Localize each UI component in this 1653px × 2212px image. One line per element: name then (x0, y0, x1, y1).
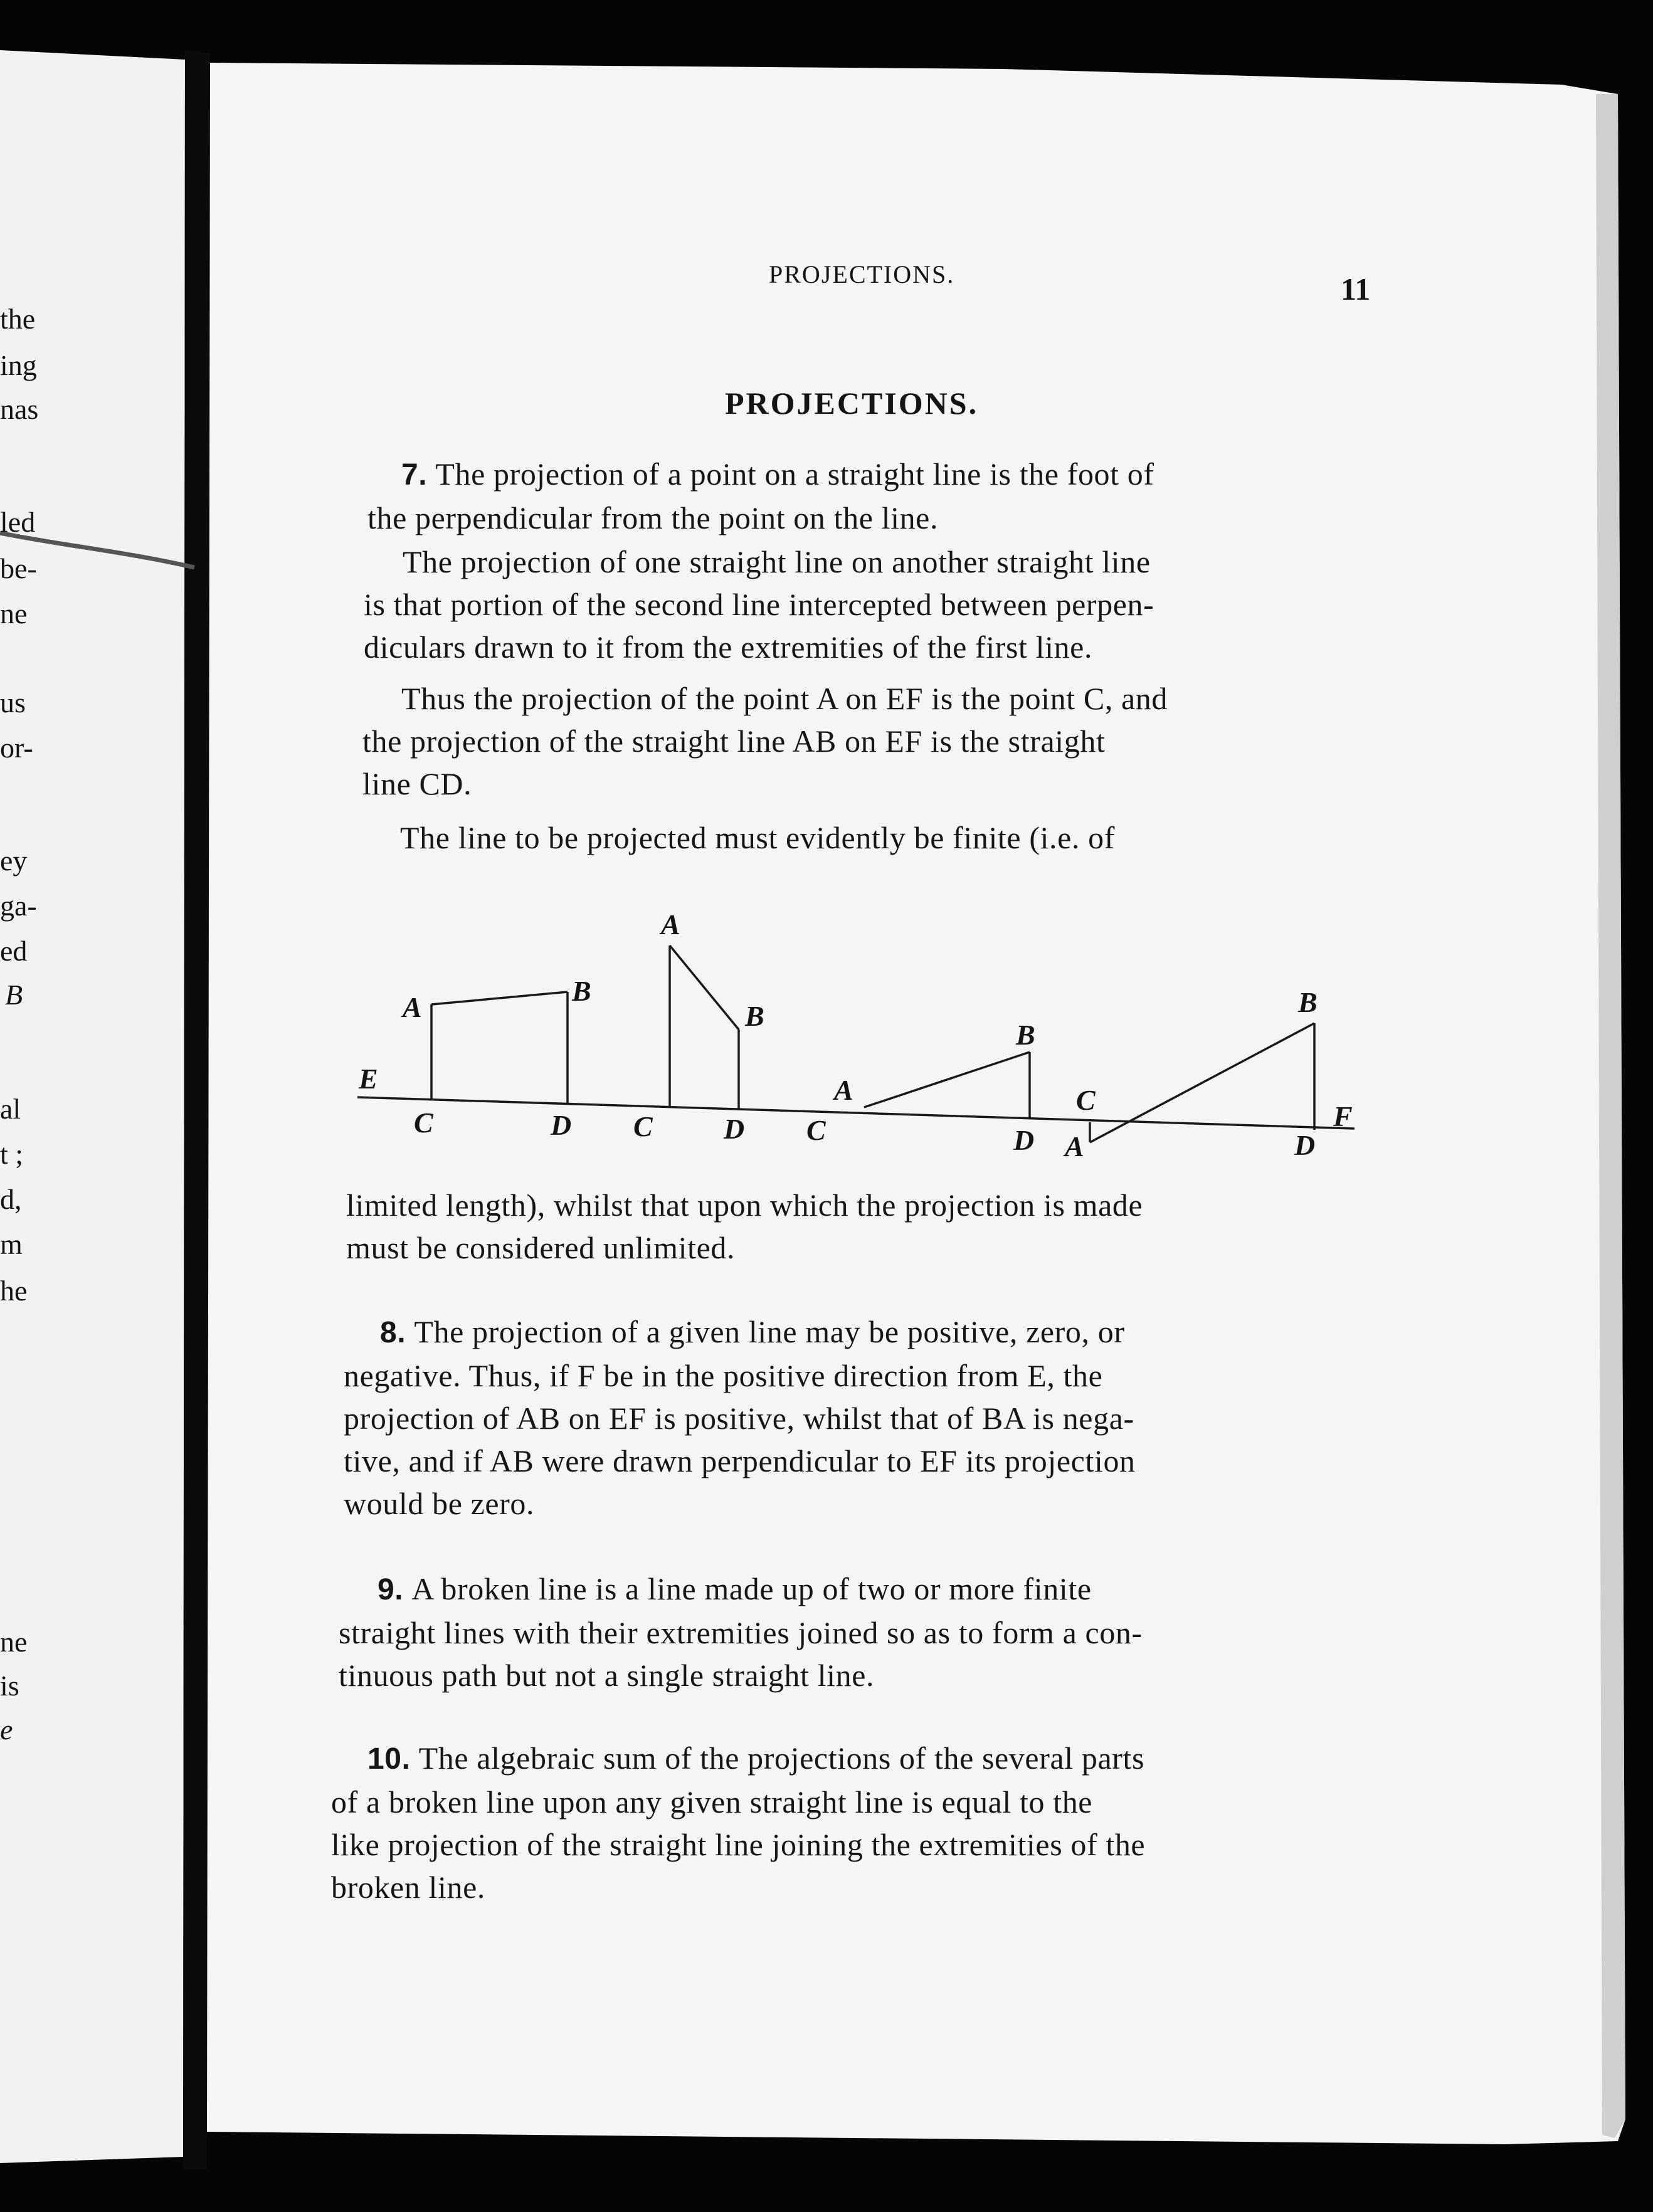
paragraph-line: the perpendicular from the point on the line. (367, 500, 939, 535)
paragraph-line: would be zero. (344, 1486, 535, 1521)
paragraph-7-definition (364, 540, 1154, 668)
left-fragment: e (0, 1714, 13, 1746)
left-fragment: led (0, 506, 36, 538)
left-fragment: ga- (0, 890, 37, 922)
projection-figure (351, 897, 1380, 1172)
left-fragment: al (0, 1093, 21, 1125)
paragraph-line: projection of AB on EF is positive, whilst that of BA is nega- (344, 1401, 1134, 1436)
paragraph-7-continued (346, 1184, 1143, 1269)
left-fragment: ing (0, 349, 37, 381)
left-fragment: be- (0, 552, 37, 584)
left-fragment: us (0, 687, 26, 719)
running-head: PROJECTIONS. (769, 260, 955, 288)
paragraph-line: must be considered unlimited. (346, 1230, 736, 1265)
label-a: A (403, 991, 422, 1023)
paragraph-8 (344, 1310, 1136, 1525)
left-fragment: d, (0, 1183, 22, 1215)
paragraph-10 (331, 1737, 1145, 1909)
left-fragment: ey (0, 845, 28, 877)
segment-ab-1 (431, 992, 568, 1004)
paragraph-line: line CD. (362, 766, 472, 801)
label-b: B (745, 1000, 764, 1032)
section-title: PROJECTIONS. (725, 386, 979, 421)
paragraph-number: 10. (367, 1742, 411, 1776)
segment-ab-2 (670, 945, 739, 1030)
paragraph-line: Thus the projection of the point A on EF is the point C, and (401, 681, 1168, 716)
paragraph-line: is that portion of the second line intercepted between perpen- (364, 587, 1154, 622)
label-c: C (414, 1107, 433, 1139)
left-fragment: nas (0, 393, 39, 425)
left-fragment: ed (0, 935, 28, 967)
label-d: D (1013, 1124, 1035, 1156)
label-f: F (1333, 1100, 1353, 1132)
left-fragment: B (5, 979, 23, 1011)
label-e: E (359, 1063, 378, 1095)
paragraph-line: like projection of the straight line joining the extremities of the (331, 1827, 1146, 1862)
label-a: A (1065, 1130, 1084, 1162)
paragraph-line: broken line. (331, 1870, 486, 1905)
label-b: B (572, 975, 591, 1007)
label-b: B (1298, 986, 1318, 1018)
label-c: C (806, 1114, 826, 1146)
left-fragment: the (0, 303, 36, 335)
paragraph-line: 8. The projection of a given line may be positive, zero, or (380, 1314, 1125, 1349)
paragraph-line: The line to be projected must evidently be finite (i.e. of (400, 820, 1115, 855)
paragraph-line: 7. The projection of a point on a straight line is the foot of (401, 456, 1154, 492)
label-d: D (551, 1109, 572, 1141)
paragraph-line: diculars drawn to it from the extremities of the first line. (364, 629, 1093, 665)
paragraph-number: 8. (380, 1316, 406, 1349)
paragraph-number: 9. (378, 1573, 404, 1606)
paragraph-line: straight lines with their extremities joined so as to form a con- (339, 1615, 1143, 1650)
paragraph-line: negative. Thus, if F be in the positive direction from E, the (344, 1358, 1103, 1393)
left-fragment: or- (0, 732, 33, 764)
paragraph-7-example (362, 677, 1168, 805)
label-d: D (1294, 1129, 1316, 1161)
label-c: C (633, 1110, 653, 1142)
left-fragment: he (0, 1275, 28, 1307)
left-fragment: t ; (0, 1138, 24, 1170)
label-d: D (724, 1113, 745, 1145)
paragraph-line: 10. The algebraic sum of the projections of the several parts (367, 1741, 1145, 1776)
paragraph-7-finite (362, 816, 1115, 859)
label-c: C (1076, 1084, 1096, 1116)
label-a: A (834, 1074, 853, 1106)
paragraph-line: the projection of the straight line AB on EF is the straight (362, 724, 1106, 759)
paragraph-7 (367, 453, 1154, 539)
paragraph-9 (339, 1567, 1143, 1697)
paragraph-line: The projection of one straight line on another straight line (403, 544, 1151, 579)
paragraph-line: 9. A broken line is a line made up of two or more finite (378, 1571, 1092, 1606)
left-fragment: is (0, 1670, 19, 1702)
paragraph-line: tive, and if AB were drawn perpendicular to EF its projection (344, 1443, 1136, 1478)
paragraph-line: of a broken line upon any given straight line is equal to the (331, 1784, 1093, 1820)
left-fragment: ne (0, 1626, 28, 1658)
paragraph-number: 7. (401, 458, 428, 492)
line-ef (357, 1097, 1355, 1129)
paragraph-line: limited length), whilst that upon which the projection is made (346, 1188, 1143, 1223)
segment-ab-3 (864, 1052, 1030, 1107)
left-fragment: m (0, 1228, 23, 1260)
paragraph-line: tinuous path but not a single straight line. (339, 1658, 875, 1693)
book-gutter (183, 50, 210, 2169)
left-fragment: ne (0, 598, 28, 629)
page-number: 11 (1341, 271, 1371, 307)
label-b: B (1016, 1019, 1035, 1051)
label-a: A (661, 908, 680, 940)
